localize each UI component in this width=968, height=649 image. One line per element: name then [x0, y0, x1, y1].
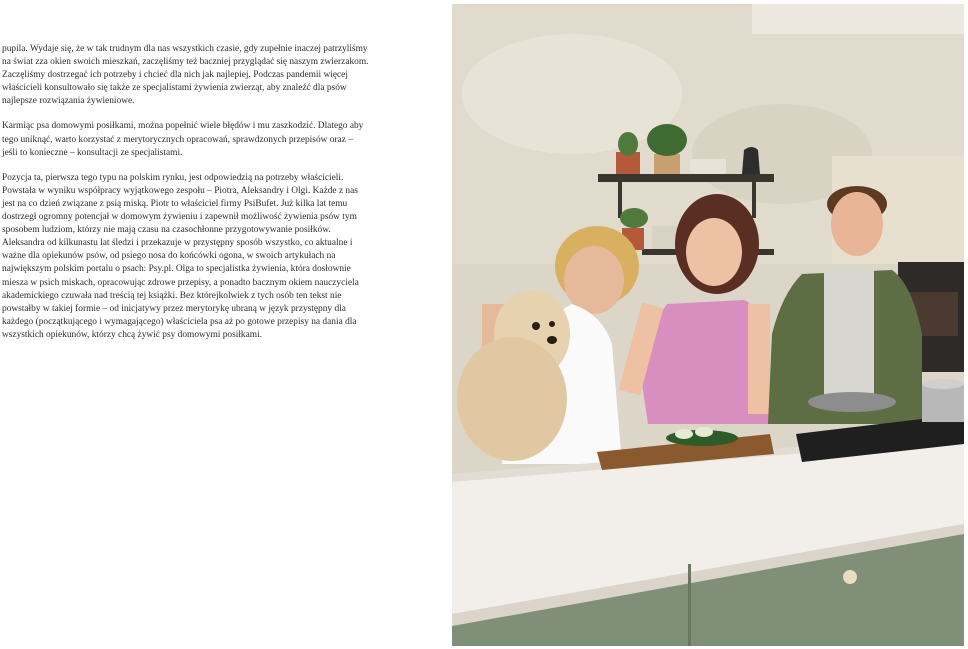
article-paragraph-2: Karmiąc psa domowymi posiłkami, można popełnić wiele błędów i mu zaszkodzić. Dlatego aby tego uniknąć, warto korzystać z merytorycznych opracowań, sprawdzonych przepisów oraz – jeśli to konieczne – konsultacji ze specjalistami.: [2, 121, 364, 158]
frying-pan: [808, 392, 896, 412]
article-paragraph-1: pupila. Wydaje się, że w tak trudnym dla nas wszystkich czasie, gdy zupełnie inaczej patrzyliśmy na świat zza okien swoich mieszkań, zaczęliśmy też baczniej przyglądać się naszym zwierzakom. Zaczęliśmy dostrzegać ich potrzeby i chcieć dla nich jak najlepiej. Podczas pandemii więcej właścicieli konsultowało się także ze specjalistami żywienia zwierząt, aby znaleźć dla psów najlepsze rozwiązania żywieniowe.: [2, 44, 369, 107]
pot: [922, 384, 964, 422]
text-page: [0, 0, 450, 649]
kitchen-photo: [452, 4, 964, 646]
article-body: [2, 43, 370, 354]
article-paragraph-3: Pozycja ta, pierwsza tego typu na polskim rynku, jest odpowiedzią na potrzeby właścicieli. Powstała w wyniku współpracy wyjątkowego zespołu – Piotra, Aleksandry i Olgi. Każde z nas jest na co dzień związane z psią miską. Piotr to właściciel firmy PsiBufet. Już kilka lat temu dostrzegł ogromny potencjał w domowym żywieniu i zapewnił możliwość żywienia psów tym sposobem ludziom, którzy nie mają czasu na czasochłonne przygotowywanie posiłków. Aleksandra od kilkunastu lat śledzi i przekazuje w przystępny sposób wszystko, co aktualne i ważne dla opiekunów psów, od psiego nosa do końcówki ogona, w swoich artykułach na największym polskim portalu o psach: Psy.pl. Olga to specjalistka żywienia, która dosłownie miesza w psich miskach, opracowując zdrowe przepisy, a ponadto bacznym okiem nauczyciela akademickiego czuwała nad treścią tej książki. Bez którejkolwiek z tych osób ten tekst nie powstałby w takiej formie – od inicjatywy przez merytorykę ubraną w język przystępny dla każdego (początkującego i wymagającego) właściciela psa aż po gotowe przepisy na dania dla wszystkich opiekunów, którzy chcą żywić psy domowymi posiłkami.: [2, 172, 359, 340]
shelf-top: [598, 174, 774, 182]
